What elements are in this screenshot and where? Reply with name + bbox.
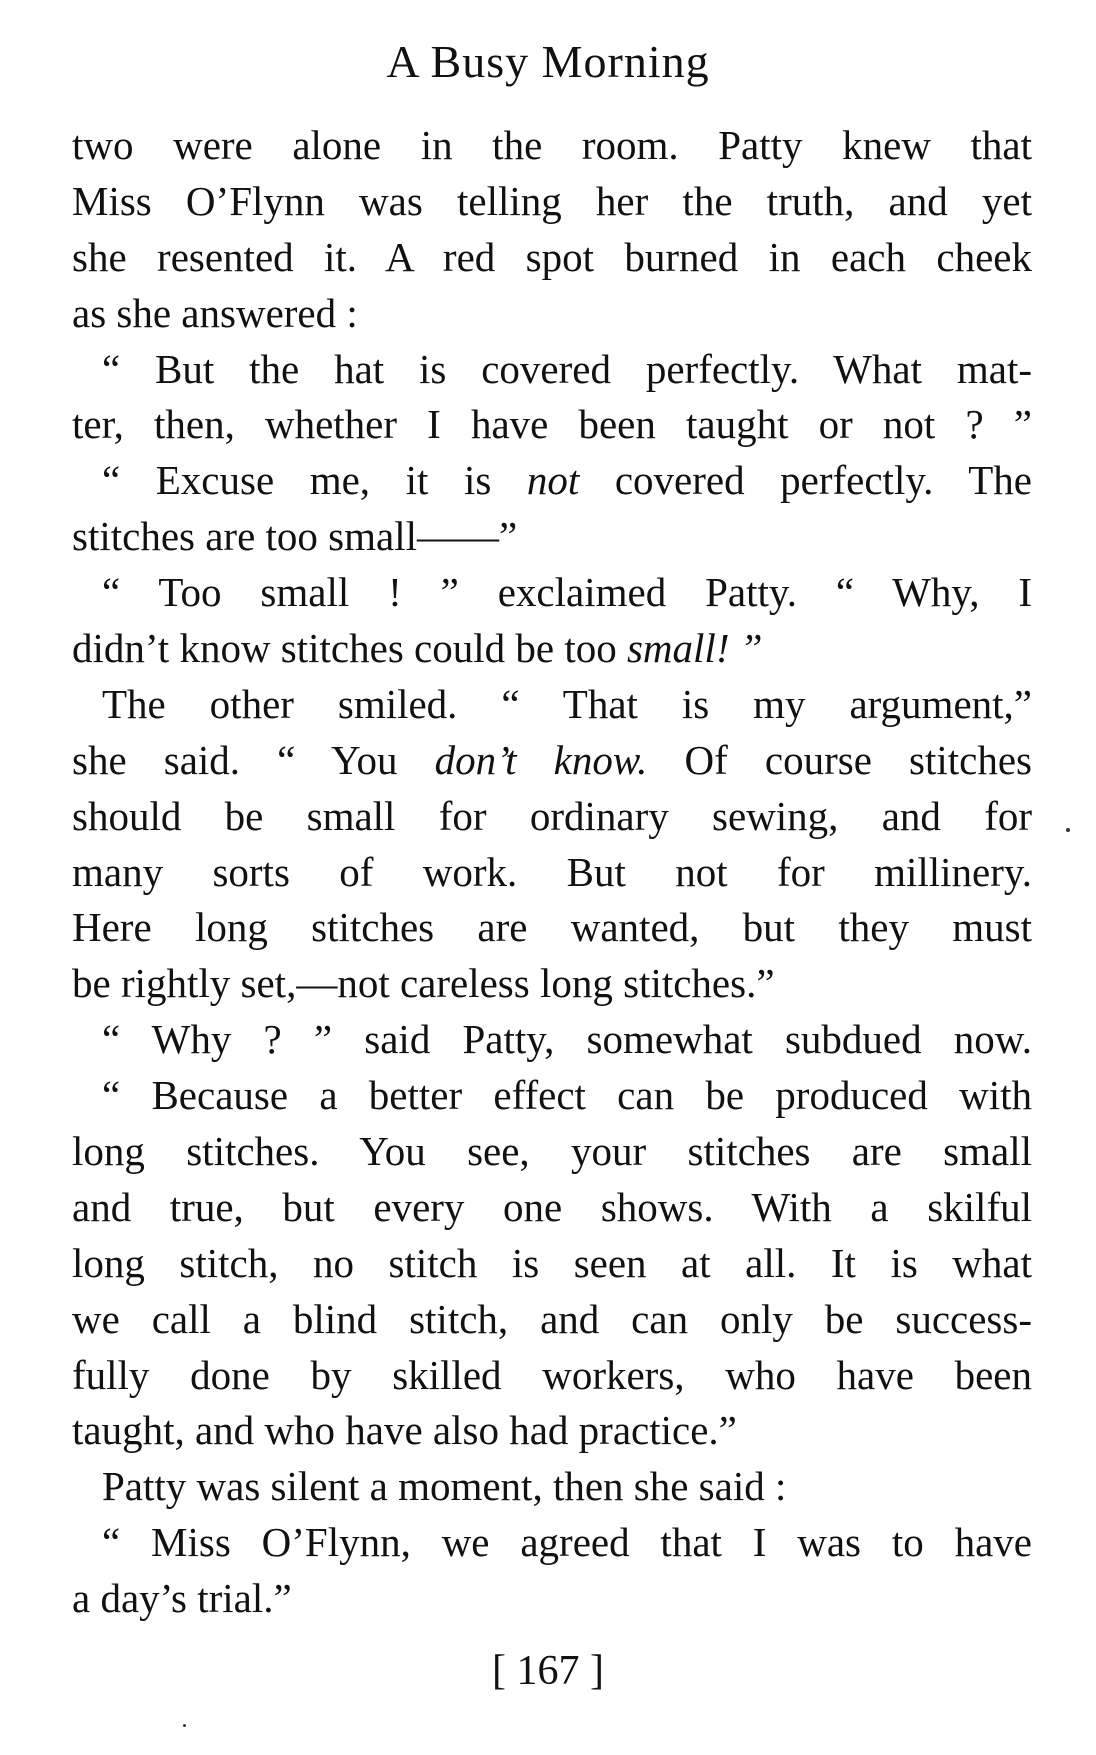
text-line: be rightly set,—not careless long stitches.” [72, 960, 775, 1007]
emphasis: small! ” [626, 625, 763, 672]
ink-speck [183, 1724, 186, 1727]
text-line: “ But the hat is covered perfectly. What mat- [102, 345, 1032, 392]
text-line: Patty was silent a moment, then she said : [102, 1463, 787, 1510]
text-line: she resented it. A red spot burned in each cheek [72, 233, 1032, 280]
text-line: stitches are too small——” [72, 513, 518, 560]
running-head: A Busy Morning [386, 36, 710, 87]
text-line: many sorts of work. But not for millinery. [72, 848, 1032, 895]
text-line: The other smiled. “ That is my argument,” [102, 680, 1032, 727]
text-line: didn’t know stitches could be too small! ” [72, 625, 763, 672]
text-line: taught, and who have also had practice.” [72, 1407, 737, 1454]
page-number: [ 167 ] [492, 1648, 604, 1694]
text-line: Miss O’Flynn was telling her the truth, and yet [72, 177, 1032, 224]
body-text [72, 118, 1032, 1627]
text-line: we call a blind stitch, and can only be success- [72, 1295, 1032, 1342]
text-line: “ Excuse me, it is not covered perfectly. The [102, 457, 1032, 504]
text-line: “ Why ? ” said Patty, somewhat subdued now. [102, 1016, 1032, 1063]
ink-speck [1066, 828, 1070, 832]
emphasis: not [526, 457, 580, 504]
text-line: ter, then, whether I have been taught or not ? ” [72, 401, 1032, 448]
text-line: and true, but every one shows. With a skilful [72, 1183, 1032, 1230]
text-line: “ Because a better effect can be produced with [102, 1072, 1032, 1119]
text-line: Here long stitches are wanted, but they must [72, 904, 1032, 951]
text-line: “ Miss O’Flynn, we agreed that I was to have [102, 1519, 1032, 1566]
text-line: a day’s trial.” [72, 1575, 292, 1622]
emphasis: don’t know. [434, 736, 648, 783]
text-line: as she answered : [72, 289, 358, 336]
text-line: she said. “ You don’t know. Of course stitches [72, 736, 1032, 783]
text-line: two were alone in the room. Patty knew that [72, 122, 1032, 168]
text-line: should be small for ordinary sewing, and for [72, 792, 1032, 839]
text-line: fully done by skilled workers, who have been [72, 1351, 1032, 1398]
text-line: “ Too small ! ” exclaimed Patty. “ Why, I [102, 569, 1032, 616]
text-line: long stitch, no stitch is seen at all. It is what [72, 1239, 1032, 1286]
text-line: long stitches. You see, your stitches are small [72, 1128, 1032, 1175]
